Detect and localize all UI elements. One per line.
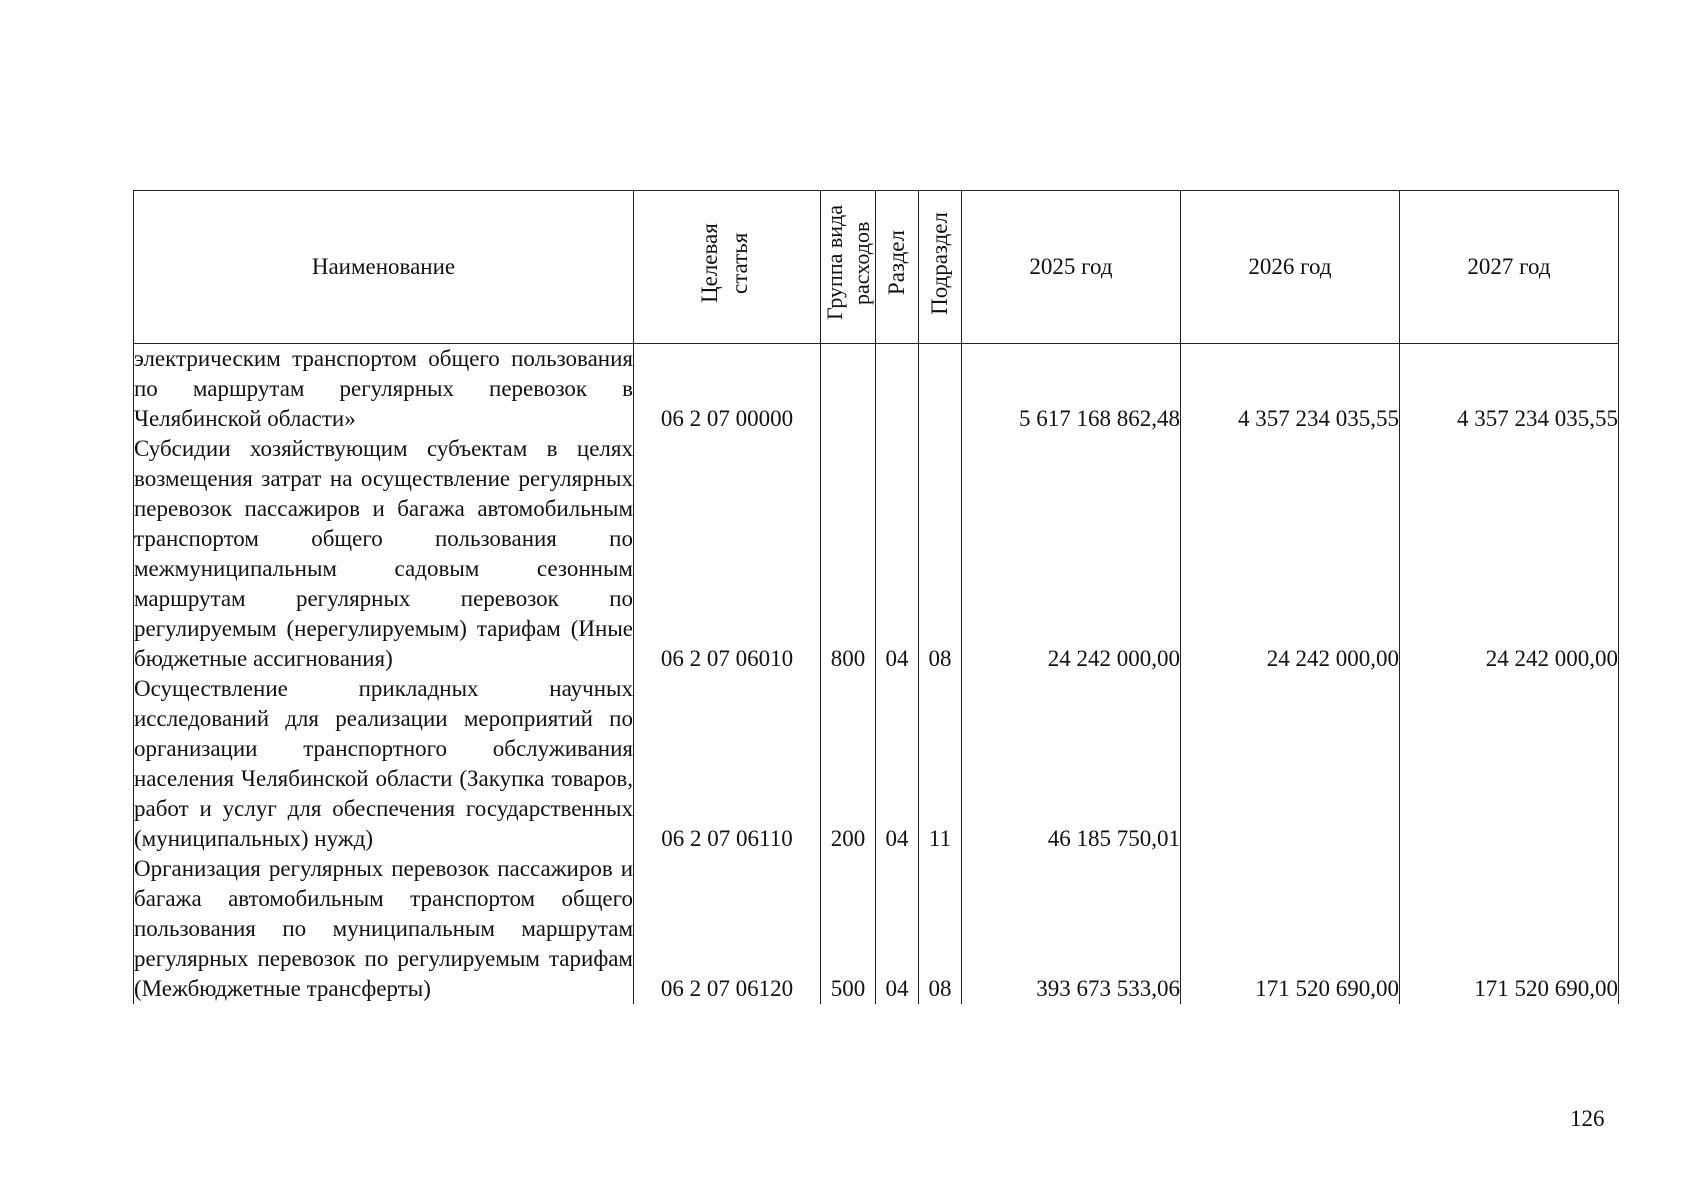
header-group-label: Группа вида расходов — [822, 205, 874, 321]
row-2027: 24 242 000,00 — [1400, 434, 1619, 674]
row-podrazdel — [919, 344, 962, 435]
row-name: Субсидии хозяйствующим субъектам в целях возмещения затрат на осуществление регулярных перевозок пассажиров и багажа автомобильным транспортом общего пользования по межмуниципальным садовым сезонным маршрутам регулярных перевозок по регулируемым (нерегулируемым) тарифам (Иные бюджетные ассигнования) — [134, 434, 634, 674]
table-row — [134, 434, 1619, 674]
header-target-label: Целевая статья — [697, 223, 752, 303]
row-target: 06 2 07 06110 — [634, 674, 821, 854]
row-group — [821, 344, 876, 435]
header-2025 — [962, 191, 1181, 344]
row-target: 06 2 07 06010 — [634, 434, 821, 674]
row-name: электрическим транспортом общего пользования по маршрутам регулярных перевозок в Челябинской области» — [134, 344, 634, 435]
table-header — [134, 191, 1619, 344]
table-row — [134, 854, 1619, 1004]
header-2025-label: 2025 год — [1029, 254, 1113, 279]
table-row — [134, 344, 1619, 435]
header-2026 — [1181, 191, 1400, 344]
row-target: 06 2 07 06120 — [634, 854, 821, 1004]
row-2025: 393 673 533,06 — [962, 854, 1181, 1004]
row-2027: 171 520 690,00 — [1400, 854, 1619, 1004]
row-group: 200 — [821, 674, 876, 854]
row-razdel — [876, 344, 919, 435]
header-razdel — [876, 191, 919, 344]
header-podrazdel — [919, 191, 962, 344]
row-group: 800 — [821, 434, 876, 674]
header-target — [634, 191, 821, 344]
row-target: 06 2 07 00000 — [634, 344, 821, 435]
row-2027: 4 357 234 035,55 — [1400, 344, 1619, 435]
row-2026: 4 357 234 035,55 — [1181, 344, 1400, 435]
row-name: Организация регулярных перевозок пассажиров и багажа автомобильным транспортом общего пользования по муниципальным маршрутам регулярных перевозок по регулируемым тарифам (Межбюджетные трансферты) — [134, 854, 634, 1004]
row-group: 500 — [821, 854, 876, 1004]
header-2027 — [1400, 191, 1619, 344]
table-row — [134, 674, 1619, 854]
header-2027-label: 2027 год — [1467, 254, 1551, 279]
page-number: 126 — [1570, 1106, 1605, 1131]
budget-table — [133, 190, 1619, 1004]
row-podrazdel: 11 — [919, 674, 962, 854]
header-name-label: Наименование — [311, 254, 456, 279]
row-razdel: 04 — [876, 854, 919, 1004]
row-2026: 171 520 690,00 — [1181, 854, 1400, 1004]
row-podrazdel: 08 — [919, 434, 962, 674]
table-body — [134, 344, 1619, 1005]
header-razdel-label: Раздел — [884, 230, 909, 296]
row-2026: 24 242 000,00 — [1181, 434, 1400, 674]
row-name: Осуществление прикладных научных исследований для реализации мероприятий по организации транспортного обслуживания населения Челябинской области (Закупка товаров, работ и услуг для обеспечения государственных (муниципальных) нужд) — [134, 674, 634, 854]
row-razdel: 04 — [876, 434, 919, 674]
row-2027 — [1400, 674, 1619, 854]
header-podrazdel-label: Подраздел — [927, 211, 952, 315]
row-razdel: 04 — [876, 674, 919, 854]
header-name — [134, 191, 634, 344]
row-2025: 5 617 168 862,48 — [962, 344, 1181, 435]
row-2025: 24 242 000,00 — [962, 434, 1181, 674]
row-podrazdel: 08 — [919, 854, 962, 1004]
header-2026-label: 2026 год — [1248, 254, 1332, 279]
row-2026 — [1181, 674, 1400, 854]
row-2025: 46 185 750,01 — [962, 674, 1181, 854]
header-group — [821, 191, 876, 344]
